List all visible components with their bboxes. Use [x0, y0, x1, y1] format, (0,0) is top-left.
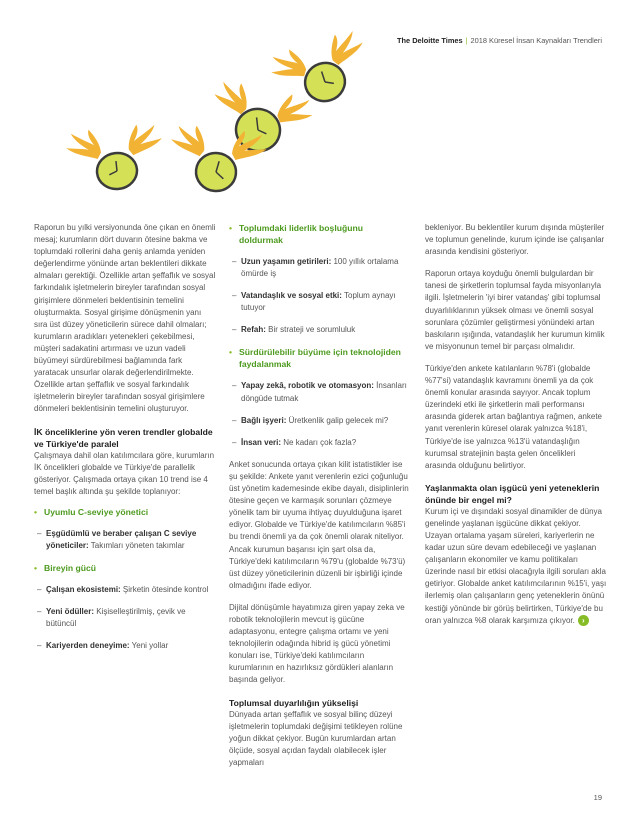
trend-item: – Yapay zekâ, robotik ve otomasyon: İnsanları döngüde tutmak: [229, 380, 409, 404]
section-heading: Toplumsal duyarlılığın yükselişi: [229, 697, 359, 708]
body-paragraph: Çalışmaya dahil olan katılımcılara göre, kurumların İK öncelikleri globalde ve Türkiye'de parallelik gösteriyor. Çalışmada ortaya çıkan 10 trend ise 4 temel başlık altında şu şekilde toplanıyor:: [34, 450, 215, 496]
trend-group: [229, 346, 409, 448]
trend-group-title: • Uyumlu C-seviye yönetici: [34, 506, 216, 518]
trend-group: [229, 222, 409, 336]
winged-clock-icon: [205, 79, 316, 161]
header-title: 2018 Küresel İnsan Kaynakları Trendleri: [470, 36, 602, 45]
section-heading: İK önceliklerine yön veren trendler globalde ve Türkiye'de paralel: [34, 426, 213, 449]
body-paragraph: Kurum içi ve dışındaki sosyal dinamikler de dünya genelinde yaşlanan işgücüne dikkat çekiyor. Uzayan ortalama yaşam süreleri, kariyerlerin ne kadar uzun süre devam edebileceği ve yaşlanan çalışanların ekonomiler ve kamu politikaları üzerinde nasıl bir etkisi olacağıyla ilgili soruları akla getiriyor. Globalde anket katılımcılarının %15'i, yaşı ilerlemiş olan çalışanların genç yeteneklerin önünü kestiği yönünde bir görüş belirtirken, Türkiye'de bu oran yalnızca %8 olarak karşımıza çıkıyor. ›: [425, 506, 607, 626]
column-3: [425, 222, 607, 637]
trend-item: – Eşgüdümlü ve beraber çalışan C seviye yöneticiler: Takımları yöneten takımlar: [34, 528, 216, 552]
trend-group-title: • Sürdürülebilir büyüme için teknolojiden faydalanmak: [229, 346, 409, 370]
trend-group-title: • Bireyin gücü: [34, 562, 216, 574]
trend-item: – Çalışan ekosistemi: Şirketin ötesinde kontrol: [34, 584, 216, 596]
column-1: [34, 222, 216, 662]
intro-paragraph: Raporun bu yılki versiyonunda öne çıkan en önemli mesaj; kurumların dört duvarın ötesine bakma ve toplumdaki rollerini daha geniş anlamda yeniden değerlendirme yönünde artan beklentileri dikkate almaları gerektiği. Özellikle artan şeffaflık ve sosyal farkındalık işletmelerin bireyler tarafından sosyal girişimlere dönmeleri beklentisinin temelini oluşturmakta. Sosyal girişime dönüşmenin yanı sıra üst düzey yöneticilerin sürece dahil olmaları; kurumların aradıkları yetenekleri çekebilmesi, müşteri sadakatini artırması ve uzun vadeli büyümeyi sürdürebilmesi bağlamında fark yaratacak unsurlar olarak değerlendirilmekte. Özellikle artan şeffaflık ve sosyal farkındalık işletmelerin bireyler tarafından sosyal girişimlere dönmeleri beklentisinin temelini oluşturuyor.: [34, 223, 216, 414]
page-number: 19: [593, 793, 602, 802]
body-paragraph: Raporun ortaya koyduğu önemli bulgulardan bir tanesi de şirketlerin toplumsal fayda misyonlarıyla ilgili. İşletmelerin 'iyi birer vatandaş' gibi toplumsal duyarlılıklarının yüksek olması ve önemli sosyal sorunlara çözümler geliştirmesi yönündeki artan baskıların ışığında, vatandaşlık her kurumun kimlik ve misyonunun temel bir parçası olmalıdır.: [425, 269, 605, 351]
body-paragraph: Anket sonucunda ortaya çıkan kilit istatistikler ise şu şekilde: Ankete yanıt verenlerin ezici çoğunluğu üst yönetim kademesinde ekibe dayalı, disiplinlerin ötesine geçen ve karmaşık sorunları çözmeye yönelik tam bir uyuma ihtiyaç duyulduğuna işaret ediyor. Globalde ve Türkiye'de katılımcıların %85'i bu trendi önemli ya da çok önemli olarak niteliyor. Ancak kurumun başarısı için şart olsa da, Türkiye'deki katılımcıların %79'u (globalde %73'ü) üst düzey yöneticilerinin düzenli bir işbirliği içinde olmadığını ifade ediyor.: [229, 459, 409, 590]
next-arrow-icon[interactable]: ›: [578, 615, 589, 626]
column-2: [229, 222, 409, 779]
trend-item: – Bağlı işyeri: Üretkenlik galip gelecek mi?: [229, 415, 409, 427]
trend-item: – Yeni ödüller: Kişiselleştirilmiş, çevik ve bütüncül: [34, 606, 216, 630]
trend-item: – İnsan veri: Ne kadarı çok fazla?: [229, 437, 409, 449]
body-paragraph: Dijital dönüşümle hayatımıza giren yapay zeka ve robotik teknolojilerin mevcut iş gücüne adaptasyonu, entegre çalışma ortamı ve yeni teknolojilerin odağında hibrid iş gücü yönetimi konuları ise, Türkiye'deki katılımcıların kurumlarının en hazırlıksız gördükleri alanların başında geliyor.: [229, 602, 405, 685]
trend-item: – Refah: Bir strateji ve sorumluluk: [229, 324, 409, 336]
winged-clock-icon: [266, 27, 376, 115]
winged-clocks-illustration: [0, 0, 638, 200]
trend-item: – Kariyerden deneyime: Yeni yollar: [34, 640, 216, 652]
winged-clock-icon: [65, 122, 167, 194]
trend-item: – Vatandaşlık ve sosyal etki: Toplum aynayı tutuyor: [229, 290, 409, 314]
header-brand: The Deloitte Times: [397, 36, 463, 45]
trend-group: [34, 562, 216, 652]
trend-group: [34, 506, 216, 552]
trend-group-title: • Toplumdaki liderlik boşluğunu doldurmak: [229, 222, 409, 246]
section-heading: Yaşlanmakta olan işgücü yeni yeteneklerin önünde bir engel mi?: [425, 482, 600, 505]
body-paragraph: bekleniyor. Bu beklentiler kurum dışında müşteriler ve toplumun genelinde, kurum içinde ise çalışanlar arasında kendisini gösteriyor.: [425, 223, 605, 257]
trend-item: – Uzun yaşamın getirileri: 100 yıllık ortalama ömürde iş: [229, 256, 409, 280]
body-paragraph: Türkiye'den ankete katılanların %78'i (globalde %77'si) vatandaşlık kavramını önemli ya da çok önemli konular arasında sayıyor. Ancak toplum üzerindeki etki ile şirketlerin mali performansı arasında giderek artan bağlantıya rağmen, ankete yanıt verenlerin küresel olarak yalnızca %18'i, Türkiye'de ise yalnızca %13'ü vatandaşlığın kurumsal stratejinin başta gelen öncelikleri arasında olduğunu belirtiyor.: [425, 363, 603, 470]
body-paragraph: Dünyada artan şeffaflık ve sosyal bilinç düzeyi işletmelerin toplumdaki değişimi tetikleyen rolüne yoğun dikkat çekiyor. Bugün kurumlardan artan ölçüde, sosyal açıdan faydalı olabilecek işler yapmaları: [229, 709, 403, 767]
header-separator: |: [465, 36, 468, 45]
